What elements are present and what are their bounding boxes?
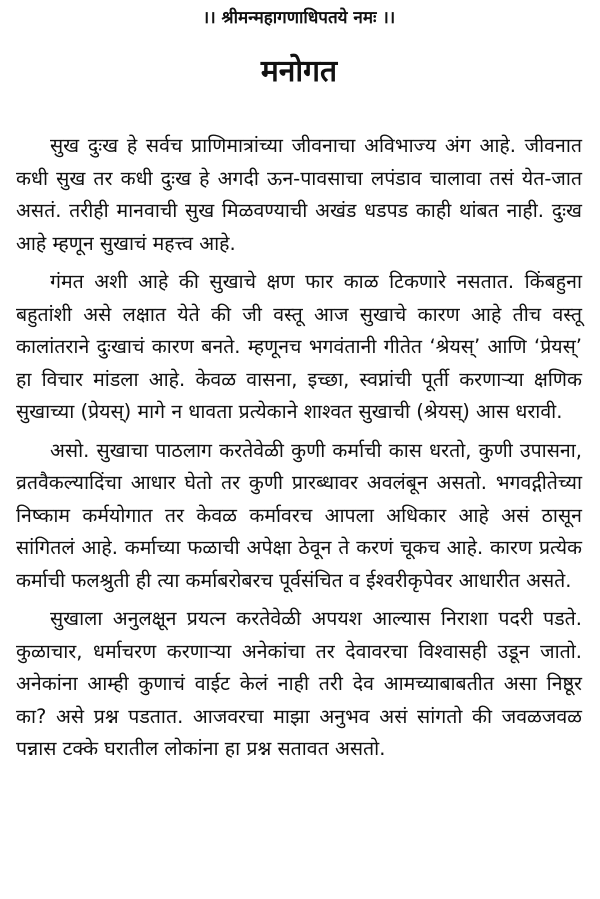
paragraph-2: गंमत अशी आहे की सुखाचे क्षण फार काळ टिकणारे नसतात. किंबहुना बहुतांशी असे लक्षात येते की जी वस्तू आज सुखाचे कारण आहे तीच वस्तू कालांतराने दुःखाचं कारण बनते. म्हणूनच भगवंतानी गीतेत ‘श्रेयस्’ आणि ‘प्रेयस्’ हा विचार मांडला आहे. केवळ वासना, इच्छा, स्वप्नांची पूर्ती करणाऱ्या क्षणिक सुखाच्या (प्रेयस्) मागे न धावता प्रत्येकाने शाश्वत सुखाची (श्रेयस्) आस धरावी. xyxy=(16,270,582,423)
page-title: मनोगत xyxy=(260,54,338,89)
paragraph-3: असो. सुखाचा पाठलाग करतेवेळी कुणी कर्माची कास धरतो, कुणी उपासना, व्रतवैकल्यादिंचा आधार घेतो तर कुणी प्रारब्धावर अवलंबून असतो. भगवद्गीतेच्या निष्काम कर्मयोगात तर केवळ कर्मावरच आपला अधिकार आहे असं ठासून सांगितलं आहे. कर्माच्या फळाची अपेक्षा ठेवून ते करणं चूकच आहे. कारण प्रत्येक कर्माची फलश्रुती ही त्या कर्माबरोबरच पूर्वसंचित व ईश्वरीकृपेवर आधारीत असते. xyxy=(16,438,582,592)
paragraph-1: सुख दुःख हे सर्वच प्राणिमात्रांच्या जीवनाचा अविभाज्य अंग आहे. जीवनात कधी सुख तर कधी दुःख हे अगदी ऊन-पावसाचा लपंडाव चालावा तसं येत-जात असतं. तरीही मानवाची सुख मिळवण्याची अखंड धडपड काही थांबत नाही. दुःख आहे म्हणून सुखाचं महत्त्व आहे. xyxy=(16,134,582,255)
invocation-line: ।। श्रीमन्महागणाधिपतये नमः ।। xyxy=(202,8,396,28)
document-body xyxy=(16,130,582,766)
paragraph-4: सुखाला अनुलक्षून प्रयत्न करतेवेळी अपयश आल्यास निराशा पदरी पडते. कुळाचार, धर्माचरण करणाऱ्या अनेकांचा तर देवावरचा विश्वासही उडून जातो. अनेकांना आम्ही कुणाचं वाईट केलं नाही तरी देव आमच्याबाबतीत असा निष्ठूर का? असे प्रश्न पडतात. आजवरचा माझा अनुभव असं सांगतो की जवळजवळ पन्नास टक्के घरातील लोकांना हा प्रश्न सतावत असतो. xyxy=(16,607,582,760)
